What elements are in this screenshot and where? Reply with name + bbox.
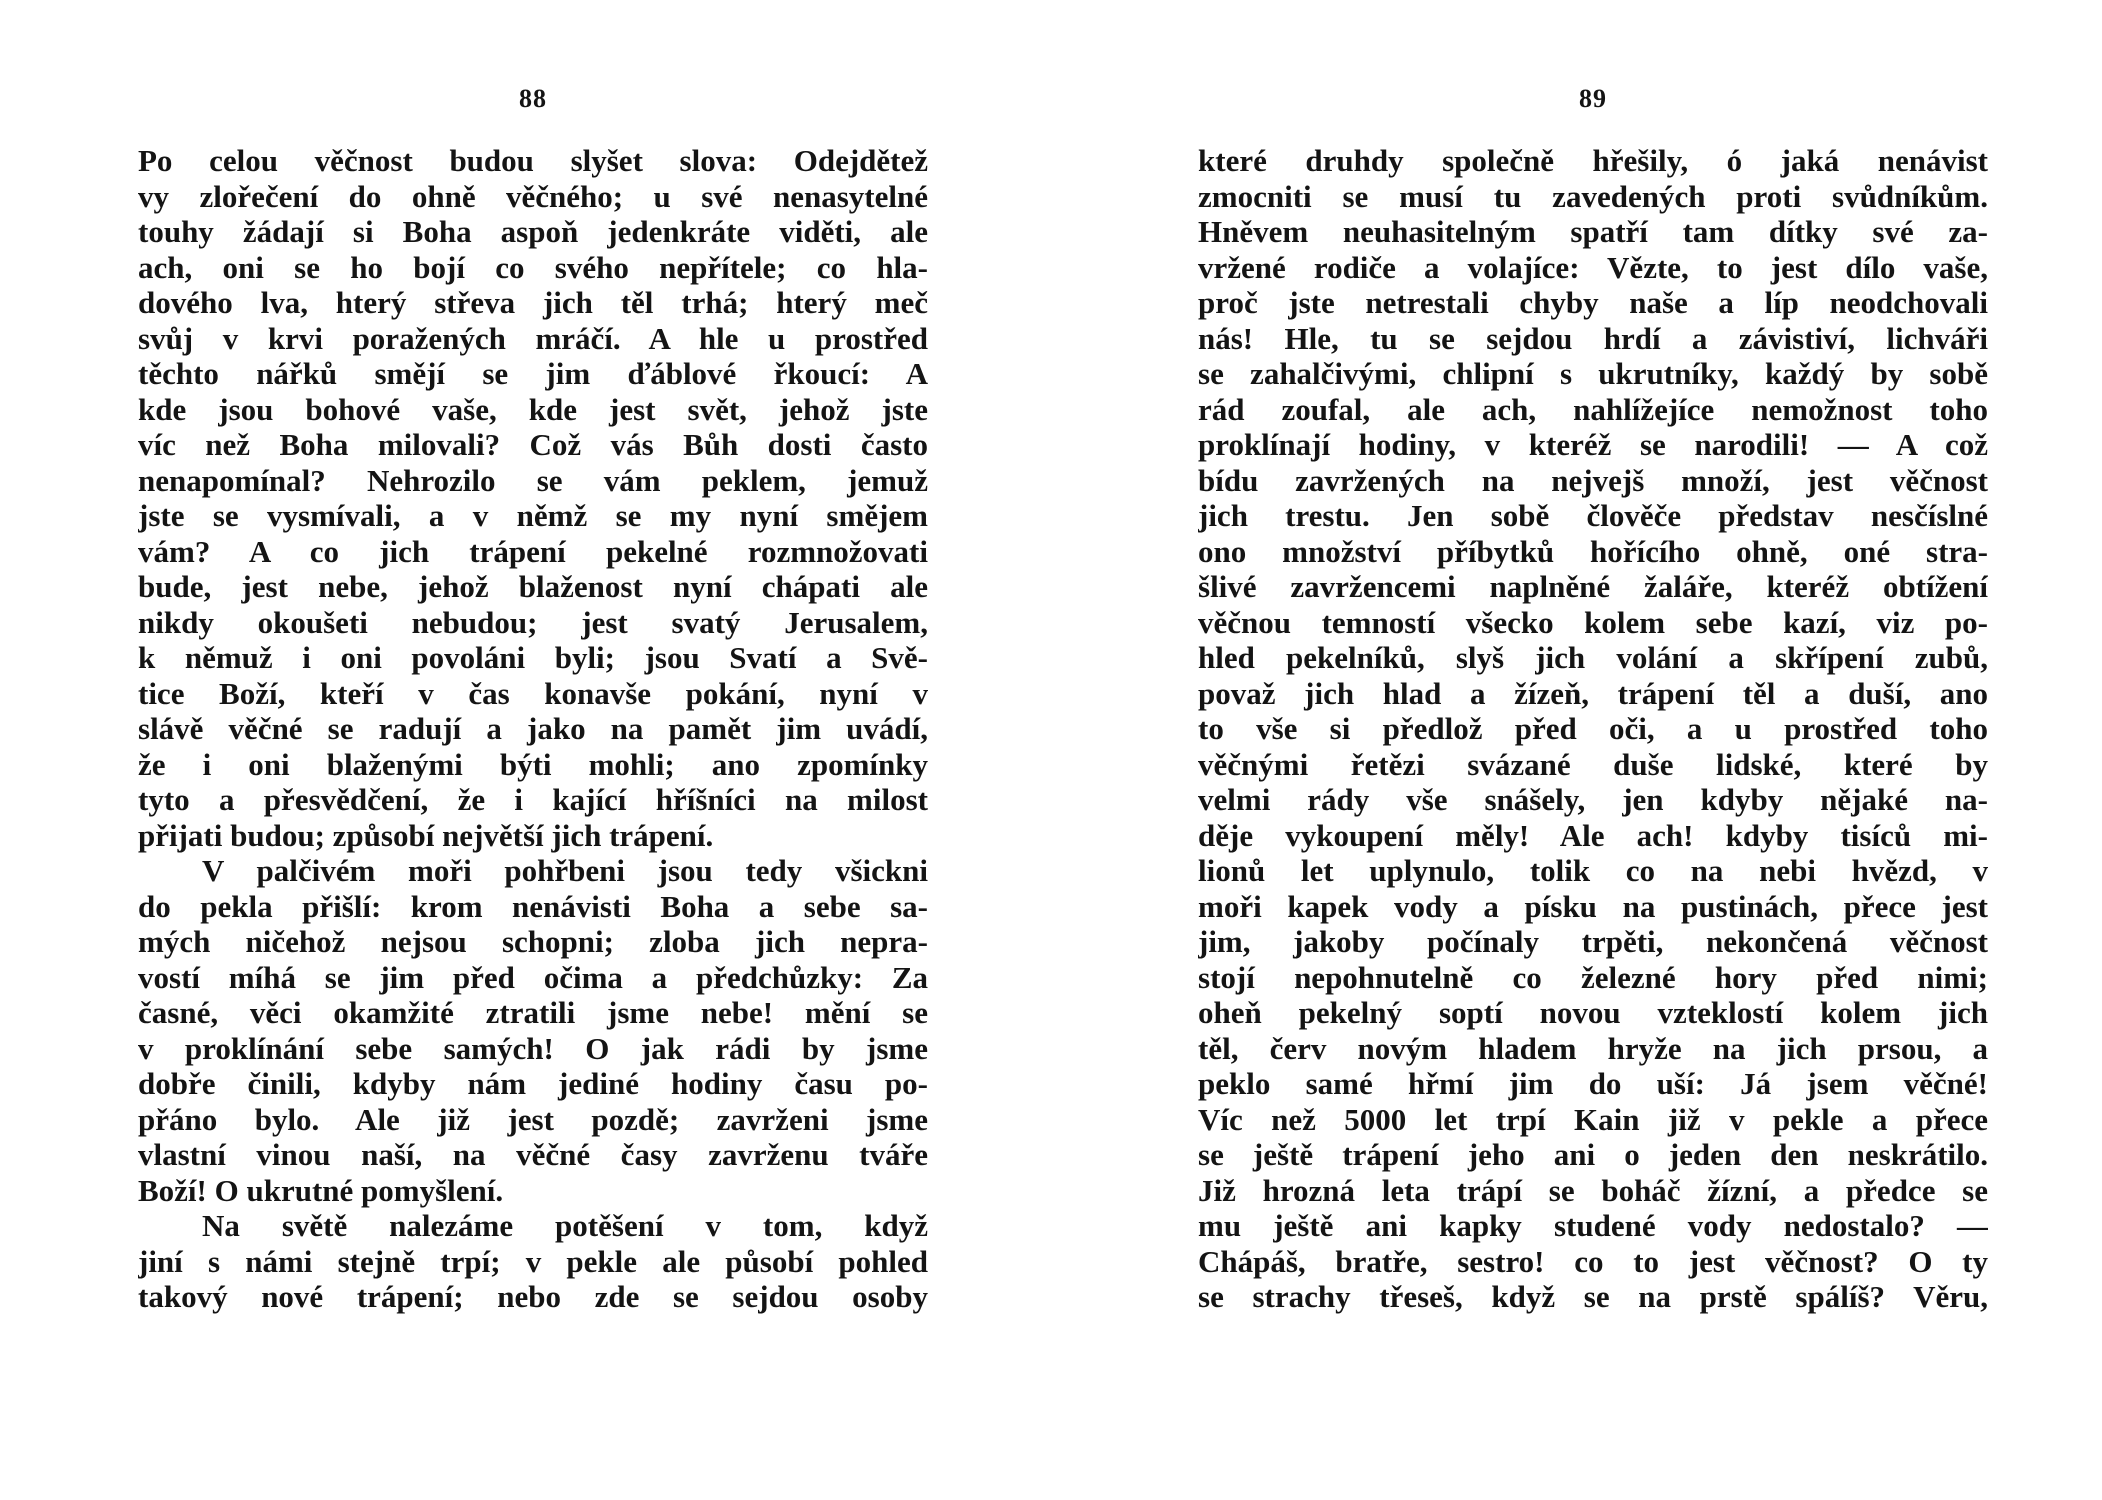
- text-line: šlivé zavržencemi naplněné žaláře, kteréž obtížení: [1198, 569, 1988, 604]
- text-line: moři kapek vody a písku na pustinách, přece jest: [1198, 888, 1988, 924]
- text-line: se ještě trápení jeho ani o jeden den neskrátilo.: [1198, 1137, 1988, 1172]
- left-page: [138, 0, 928, 1500]
- text-line: velmi rády vše snášely, jen kdyby nějaké na-: [1198, 782, 1988, 817]
- text-line: tyto a přesvědčení, že i kající hříšníci na milost: [138, 782, 928, 817]
- text-line: takový nové trápení; nebo zde se sejdou osoby: [138, 1279, 928, 1314]
- text-line: Již hrozná leta trápí se boháč žízní, a předce se: [1198, 1172, 1988, 1208]
- text-line: rád zoufal, ale ach, nahlížejíce nemožnost toho: [1198, 391, 1988, 427]
- text-line: jich trestu. Jen sobě člověče představ nesčíslné: [1198, 498, 1988, 533]
- text-line: proklínají hodiny, v kteréž se narodili! — A což: [1198, 427, 1988, 462]
- text-line: ono množství příbytků hořícího ohně, oné stra-: [1198, 533, 1988, 569]
- text-line: jste se vysmívali, a v němž se my nyní smějem: [138, 498, 928, 533]
- page-number-left: 88: [519, 84, 547, 113]
- page-number-right: 89: [1579, 84, 1607, 113]
- text-line: touhy žádají si Boha aspoň jedenkráte viděti, ale: [138, 214, 928, 249]
- text-line: svůj v krvi poražených mráčí. A hle u prostřed: [138, 320, 928, 356]
- text-line: jim, jakoby počínaly trpěti, nekončená věčnost: [1198, 924, 1988, 959]
- text-line: kde jsou bohové vaše, kde jest svět, jehož jste: [138, 391, 928, 427]
- text-line: V palčivém moři pohřbeni jsou tedy všickni: [202, 853, 928, 888]
- text-line: Na světě nalezáme potěšení v tom, když: [202, 1208, 928, 1243]
- text-line: v proklínání sebe samých! O jak rádi by jsme: [138, 1030, 928, 1066]
- right-page: [1198, 0, 1988, 1500]
- text-line: věčnou temností všecko kolem sebe kazí, viz po-: [1198, 604, 1988, 640]
- text-line: těchto nářků smějí se jim ďáblové řkoucí: A: [138, 356, 928, 391]
- text-line: to vše si předlož před oči, a u prostřed toho: [1198, 711, 1988, 746]
- text-line: jiní s námi stejně trpí; v pekle ale působí pohled: [138, 1243, 928, 1279]
- text-line: Chápáš, bratře, sestro! co to jest věčnost? O ty: [1198, 1243, 1988, 1279]
- text-line: bídu zavržených na nejvejš množí, jest věčnost: [1198, 462, 1988, 498]
- text-line: přáno bylo. Ale již jest pozdě; zavrženi jsme: [138, 1101, 928, 1137]
- text-line: slávě věčné se radují a jako na pamět jim uvádí,: [138, 711, 928, 746]
- text-line: stojí nepohnutelně co železné hory před nimi;: [1198, 959, 1988, 995]
- text-line: nenapomínal? Nehrozilo se vám peklem, jemuž: [138, 462, 928, 498]
- text-line: vostí míhá se jim před očima a předchůzky: Za: [138, 959, 928, 995]
- right-page-text: [1198, 143, 1988, 1315]
- text-line: Víc než 5000 let trpí Kain již v pekle a přece: [1198, 1101, 1988, 1137]
- text-line: se zahalčivými, chlipní s ukrutníky, každý by sobě: [1198, 356, 1988, 391]
- text-line: které druhdy společně hřešily, ó jaká nenávist: [1198, 143, 1988, 178]
- text-line: ach, oni se ho bojí co svého nepřítele; co hla-: [138, 249, 928, 285]
- text-line: dobře činili, kdyby nám jediné hodiny času po-: [138, 1066, 928, 1101]
- text-line: Boží! O ukrutné pomyšlení.: [138, 1172, 504, 1208]
- text-line: zmocniti se musí tu zavedených proti svůdníkům.: [1198, 178, 1988, 214]
- text-line: přijati budou; způsobí největší jich trápení.: [138, 817, 714, 853]
- text-line: dového lva, hterý střeva jich těl trhá; hterý meč: [138, 285, 928, 320]
- text-line: mu ještě ani kapky studené vody nedostalo? —: [1198, 1208, 1988, 1243]
- text-line: věčnými řetězi svázané duše lidské, které by: [1198, 746, 1988, 782]
- text-line: nás! Hle, tu se sejdou hrdí a závistiví, lichváři: [1198, 320, 1988, 356]
- text-line: víc než Boha milovali? Což vás Bůh dosti často: [138, 427, 928, 462]
- text-line: že i oni blaženými býti mohli; ano zpomínky: [138, 746, 928, 782]
- text-line: časné, věci okamžité ztratili jsme nebe! mění se: [138, 995, 928, 1030]
- text-line: bude, jest nebe, jehož blaženost nyní chápati ale: [138, 569, 928, 604]
- text-line: proč jste netrestali chyby naše a líp neodchovali: [1198, 285, 1988, 320]
- text-line: děje vykoupení měly! Ale ach! kdyby tisíců mi-: [1198, 817, 1988, 853]
- text-line: nikdy okoušeti nebudou; jest svatý Jerusalem,: [138, 604, 928, 640]
- text-line: lionů let uplynulo, tolik co na nebi hvězd, v: [1198, 853, 1988, 888]
- text-line: k němuž i oni povoláni byli; jsou Svatí a Svě-: [138, 640, 928, 675]
- text-line: oheň pekelný soptí novou vzteklostí kolem jich: [1198, 995, 1988, 1030]
- text-line: těl, červ novým hladem hryže na jich prsou, a: [1198, 1030, 1988, 1066]
- text-line: Hněvem neuhasitelným spatří tam dítky své za-: [1198, 214, 1988, 249]
- text-line: vy zlořečení do ohně věčného; u své nenasytelné: [138, 178, 928, 214]
- text-line: považ jich hlad a žízeň, trápení těl a duší, ano: [1198, 675, 1988, 711]
- text-line: do pekla přišlí: krom nenávisti Boha a sebe sa-: [138, 888, 928, 924]
- text-line: tice Boží, kteří v čas konavše pokání, nyní v: [138, 675, 928, 711]
- text-line: mých ničehož nejsou schopni; zloba jich nepra-: [138, 924, 928, 959]
- text-line: vám? A co jich trápení pekelné rozmnožovati: [138, 533, 928, 569]
- text-line: Po celou věčnost budou slyšet slova: Odejdětež: [138, 143, 928, 178]
- text-line: se strachy třeseš, když se na prstě spálíš? Věru,: [1198, 1279, 1988, 1314]
- text-line: vlastní vinou naší, na věčné časy zavrženu tváře: [138, 1137, 928, 1172]
- text-line: hled pekelníků, slyš jich volání a skřípení zubů,: [1198, 640, 1988, 675]
- text-line: vržené rodiče a volajíce: Vězte, to jest dílo vaše,: [1198, 249, 1988, 285]
- left-page-text: [138, 143, 928, 1315]
- text-line: peklo samé hřmí jim do uší: Já jsem věčné!: [1198, 1066, 1988, 1101]
